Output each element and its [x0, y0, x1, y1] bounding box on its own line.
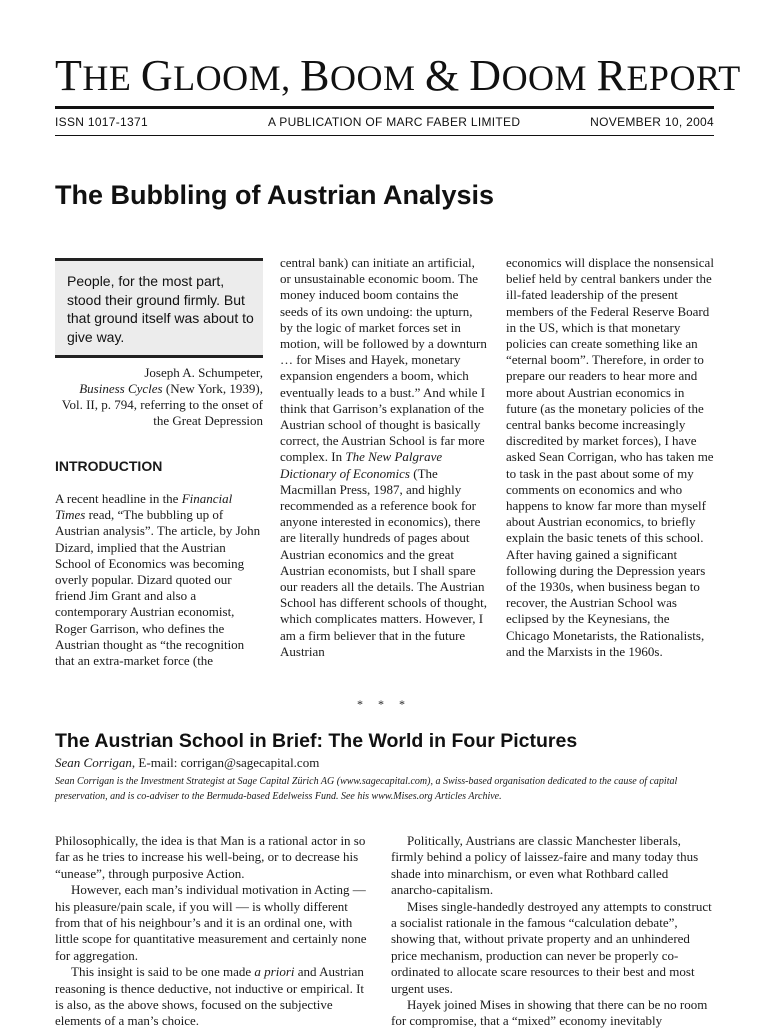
byline: Sean Corrigan, E-mail: corrigan@sagecapital.com — [55, 755, 320, 770]
author-bio: Sean Corrigan is the Investment Strategist at Sage Capital Zürich AG (www.sagecapital.com), a Swiss-based organisation dedicated to the cause of capital preservation, and is co-adviser to the Bermuda-based Edelweiss Fund. See his www.Mises.org Articles Archive. — [55, 776, 678, 802]
masthead-title: THE GLOOM, BOOM & DOOM REPORT — [55, 51, 741, 100]
pull-quote: People, for the most part, stood their ground firmly. But that ground itself was about to give way. — [55, 258, 263, 358]
header-divider — [55, 135, 714, 136]
second-article-column-left: Philosophically, the idea is that Man is a rational actor in so far as he tries to increase his well-being, or to decrease his “unease”, through purposive Action. However, each man’s individual motivation in Acting — his pleasure/pain scale, if you will — is wholly different from that of his neighbour’s and it is an ordinal one, with little scope for quantitative measurement and certainly none for aggregation. This insight is said to be one made a priori and Austrian reasoning is thence deductive, not inductive or empirical. It is also, as the above shows, focused on the subjective elements of a man’s choice. — [55, 833, 367, 1029]
issn-label: ISSN 1017-1371 — [55, 115, 148, 129]
masthead-rule — [55, 106, 714, 109]
article-title: The Bubbling of Austrian Analysis — [55, 180, 495, 210]
article-column-2: central bank) can initiate an artificial, or unsustainable economic boom. The money induced boom contains the seeds of its own undoing: the upturn, by the logic of market forces set in motion, will be followed by a downturn … for Mises and Hayek, monetary expansion engenders a boom, which eventually leads to a bust.” And while I think that Garrison’s explanation of the Austrian school of thought is basically correct, the Austrian School is far more complex. In The New Palgrave Dictionary of Economics (The Macmillan Press, 1987, and highly recommended as a reference book for anyone interested in economics), there are literally hundreds of pages about Austrian economics and the great Austrian economists, but I shall spare our readers all the details. The Austrian School has different schools of thought, which complicates matters. However, I am a firm believer that in the future Austrian — [280, 255, 488, 659]
publisher-label: A PUBLICATION OF MARC FABER LIMITED — [268, 115, 521, 129]
quote-attribution: Joseph A. Schumpeter, Business Cycles (New York, 1939), Vol. II, p. 794, referring to the onset of the Great Depression — [61, 365, 263, 428]
second-article-column-right: Politically, Austrians are classic Manchester liberals, firmly behind a policy of laissez-faire and many today thus shade into minarchism, or even what Rothbard called anarcho-capitalism. Mises single-handedly destroyed any attempts to construct a socialist rationale in the famous “calculation debate”, showing that, without private property and an unhindered price mechanism, production can never be properly co-ordinated to allocate scare resources to their best and most urgent uses. Hayek joined Mises in showing that there can be no room for compromise, that a “mixed” economy inevitably — [391, 833, 712, 1029]
article-column-1: A recent headline in the Financial Times read, “The bubbling up of Austrian analysis”. The article, by John Dizard, implied that the Austrian School of Economics was becoming overly popular. Dizard quoted our friend Jim Grant and also a contemporary Austrian economist, Roger Garrison, who defines the Austrian thought as “the recognition that an extra-market force (the — [55, 491, 261, 669]
issue-date: NOVEMBER 10, 2004 — [590, 115, 714, 129]
second-article-title: The Austrian School in Brief: The World in Four Pictures — [55, 730, 578, 752]
section-heading: INTRODUCTION — [55, 458, 163, 474]
section-separator: * * * — [357, 697, 411, 711]
article-column-3: economics will displace the nonsensical belief held by central bankers under the ill-fated leadership of the present members of the Federal Reserve Board in the US, which is that monetary policies can create something like an “eternal boom”. Therefore, in order to prepare our readers to hear more and more about Austrian economics in future (as the monetary policies of the central banks become increasingly discredited by market forces), I have asked Sean Corrigan, who has taken me to task in the past about some of my comments on economics and who happens to know far more than myself about Austrian economics, to briefly explain the basic tenets of this school. After having gained a significant following during the Depression years of the 1930s, when business began to recover, the Austrian School was eclipsed by the Keynesians, the Chicago Monetarists, the Rationalists, and the Marxists in the 1960s. — [506, 255, 714, 659]
